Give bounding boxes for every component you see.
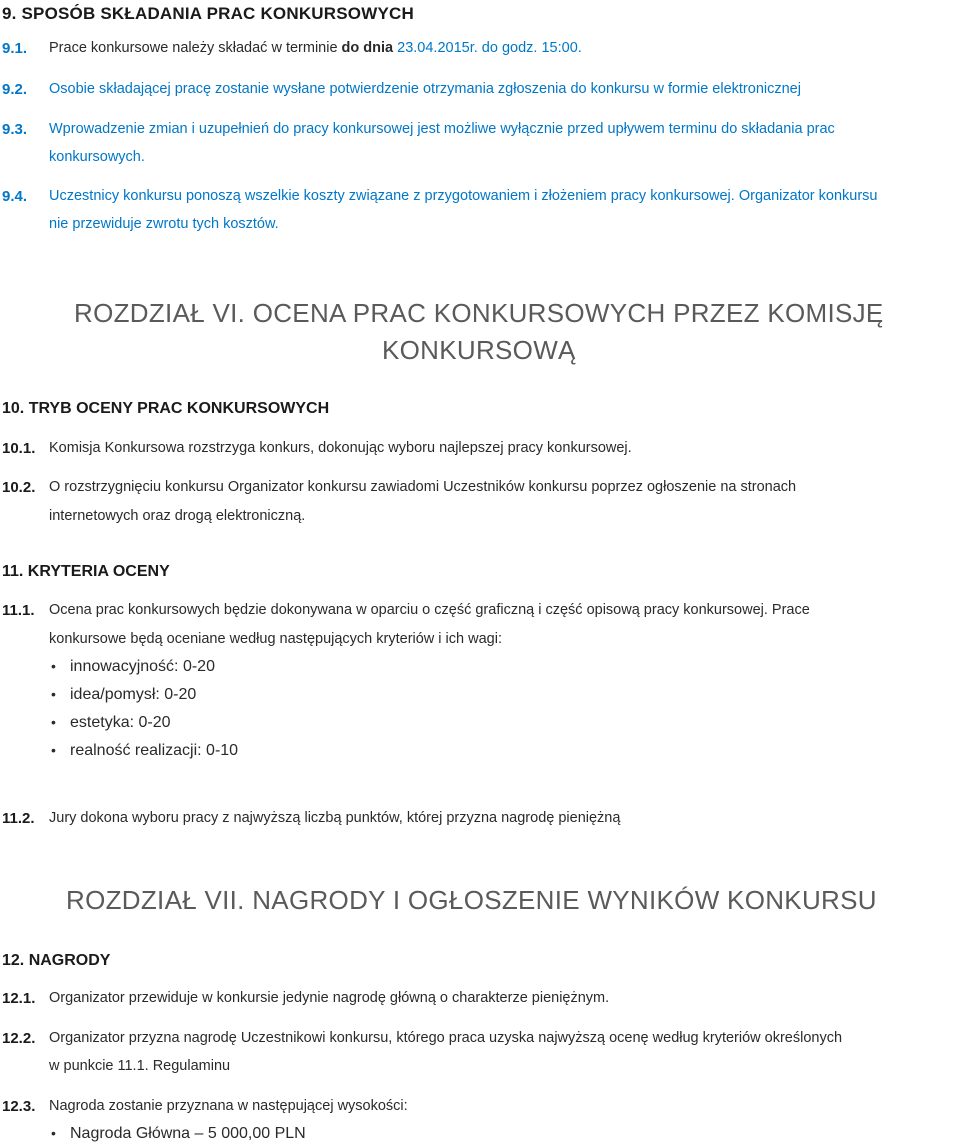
chapter-6-title-line1: ROZDZIAŁ VI. OCENA PRAC KONKURSOWYCH PRZEZ KOMISJĘ xyxy=(74,298,884,328)
chapter-7-title: ROZDZIAŁ VII. NAGRODY I OGŁOSZENIE WYNIKÓW KONKURSU xyxy=(66,885,877,915)
prize-label: Nagroda Główna – 5 000,00 PLN xyxy=(70,1125,306,1142)
item-10-2-number: 10.2. xyxy=(2,479,36,496)
item-10-2-line1: O rozstrzygnięciu konkursu Organizator konkursu zawiadomi Uczestników konkursu poprzez ogłoszenie na stronach xyxy=(49,479,797,495)
item-9-1-time: 15:00 xyxy=(541,40,578,56)
item-9-2-text: Osobie składającej pracę zostanie wysłane potwierdzenie otrzymania zgłoszenia do konkursu w formie elektronicznej xyxy=(49,81,801,97)
criterion-label: realność realizacji: 0-10 xyxy=(70,742,239,759)
item-12-3-number: 12.3. xyxy=(2,1098,36,1115)
section-10-heading: 10. TRYB OCENY PRAC KONKURSOWYCH xyxy=(2,400,330,417)
item-11-1-line1: Ocena prac konkursowych będzie dokonywana w oparciu o część graficzną i część opisową pracy konkursowej. Prace xyxy=(49,602,810,618)
prize-item xyxy=(51,1125,306,1143)
bullet-icon: • xyxy=(51,742,56,758)
item-9-4-line1: Uczestnicy konkursu ponoszą wszelkie koszty związane z przygotowaniem i złożeniem pracy konkursowej. Organizator konkursu xyxy=(49,188,878,204)
bullet-icon: • xyxy=(51,686,56,702)
item-9-1-text xyxy=(49,40,582,56)
item-12-2-line1: Organizator przyzna nagrodę Uczestnikowi konkursu, którego praca uzyska najwyższą ocenę według kryteriów określonych xyxy=(49,1030,843,1046)
item-9-4-number: 9.4. xyxy=(2,188,28,205)
item-10-2-line2: internetowych oraz drogą elektroniczną. xyxy=(49,508,306,524)
item-9-3-line1: Wprowadzenie zmian i uzupełnień do pracy konkursowej jest możliwe wyłącznie przed upływem terminu do składania prac xyxy=(49,121,835,137)
item-11-2-number: 11.2. xyxy=(2,810,35,827)
item-12-2-line2: w punkcie 11.1. Regulaminu xyxy=(49,1058,231,1074)
item-9-1-pre: Prace konkursowe należy składać w terminie xyxy=(49,40,342,56)
section-12-heading: 12. NAGRODY xyxy=(2,952,111,969)
item-9-1-number: 9.1. xyxy=(2,40,28,57)
item-10-1-text: Komisja Konkursowa rozstrzyga konkurs, dokonując wyboru najlepszej pracy konkursowej. xyxy=(49,440,632,456)
item-12-1-text: Organizator przewiduje w konkursie jedynie nagrodę główną o charakterze pieniężnym. xyxy=(49,990,610,1006)
bullet-icon: • xyxy=(51,1125,56,1141)
item-12-2-number: 12.2. xyxy=(2,1030,36,1047)
item-9-1-end: . xyxy=(577,40,582,56)
item-9-1-date: 23.04.2015r. xyxy=(397,40,478,56)
item-11-1-line2: konkursowe będą oceniane według następujących kryteriów i ich wagi: xyxy=(49,631,502,647)
item-9-3-number: 9.3. xyxy=(2,121,28,138)
section-9-heading: 9. SPOSÓB SKŁADANIA PRAC KONKURSOWYCH xyxy=(2,4,414,23)
item-11-1-number: 11.1. xyxy=(2,602,35,619)
criterion-item xyxy=(51,686,197,704)
criterion-label: idea/pomysł: 0-20 xyxy=(70,686,197,703)
item-9-1-bold: do dnia xyxy=(341,40,398,56)
item-9-4-line2: nie przewiduje zwrotu tych kosztów. xyxy=(49,216,279,232)
chapter-6-title-line2: KONKURSOWĄ xyxy=(382,335,576,365)
bullet-icon: • xyxy=(51,714,56,730)
criterion-item xyxy=(51,658,215,676)
item-12-1-number: 12.1. xyxy=(2,990,36,1007)
criterion-label: estetyka: 0-20 xyxy=(70,714,171,731)
item-9-2-number: 9.2. xyxy=(2,81,28,98)
item-9-1-mid: do godz. xyxy=(477,40,542,56)
item-12-3-text: Nagroda zostanie przyznana w następującej wysokości: xyxy=(49,1098,408,1114)
criterion-item xyxy=(51,714,171,732)
item-11-2-text: Jury dokona wyboru pracy z najwyższą liczbą punktów, której przyzna nagrodę pieniężną xyxy=(49,810,621,826)
bullet-icon: • xyxy=(51,658,56,674)
criterion-item xyxy=(51,742,239,760)
item-10-1-number: 10.1. xyxy=(2,440,36,457)
section-11-heading: 11. KRYTERIA OCENY xyxy=(2,563,170,580)
item-9-3-line2: konkursowych. xyxy=(49,149,145,165)
criterion-label: innowacyjność: 0-20 xyxy=(70,658,215,675)
